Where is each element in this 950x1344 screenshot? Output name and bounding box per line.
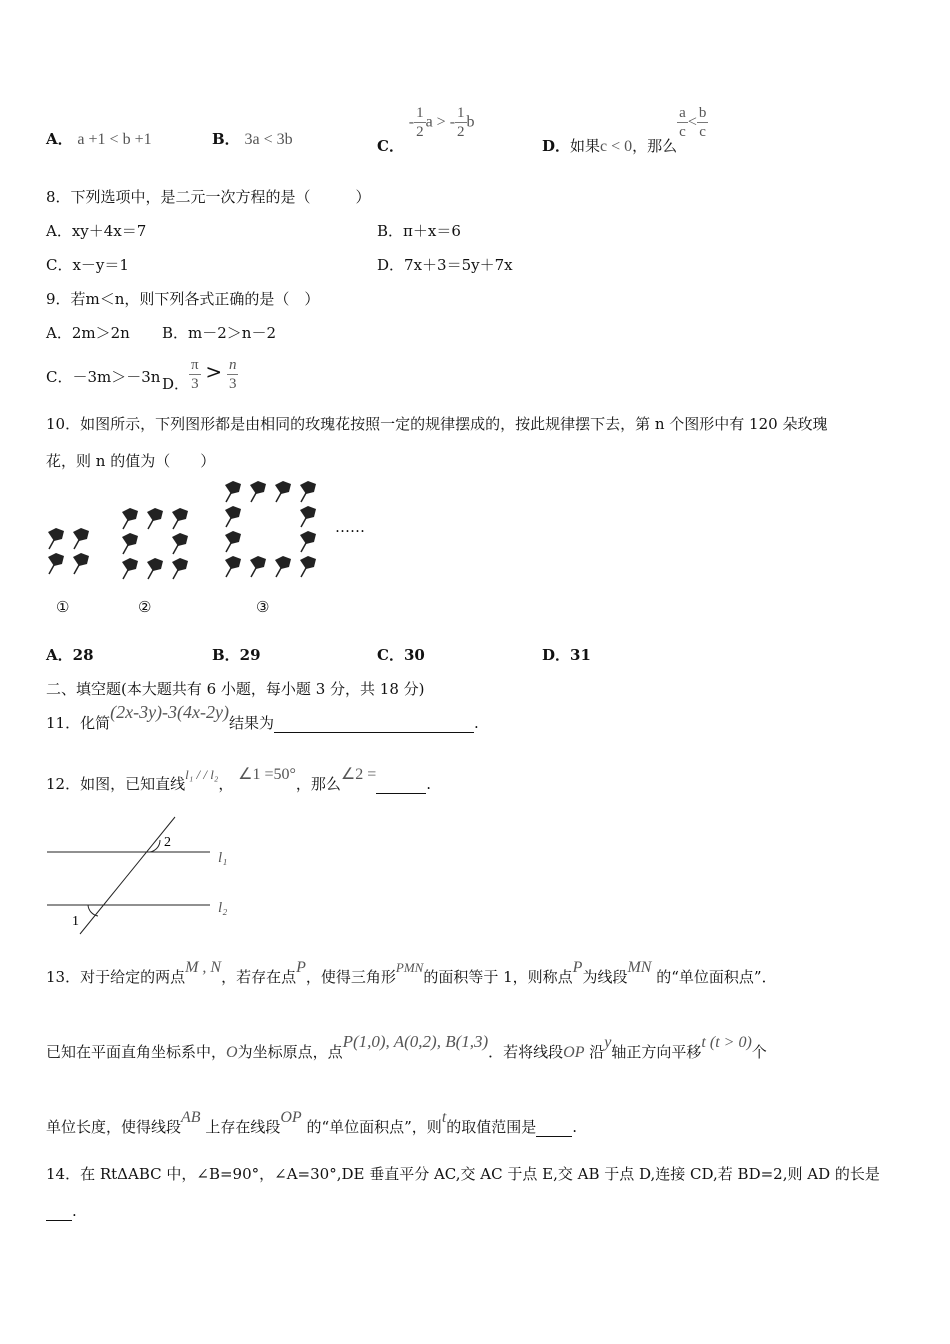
answer-blank[interactable] (274, 714, 474, 733)
rose-icon (147, 508, 163, 529)
text: 13．对于给定的两点 (46, 968, 186, 986)
rose-icon (172, 508, 188, 529)
math: P(1,0), A(0,2), B(1,3) (342, 1032, 489, 1051)
math: t (441, 1109, 447, 1126)
answer-blank[interactable] (46, 1202, 72, 1221)
math: > (205, 359, 223, 384)
rose-pattern-figure (40, 478, 380, 623)
math: O (226, 1044, 238, 1061)
q10-line1: 10．如图所示，下列图形都是由相同的玫瑰花按照一定的规律摆成的，按此规律摆下去，第 n 个图形中有 120 朵玫瑰 (46, 415, 828, 433)
math: b (466, 113, 475, 131)
text: ， (218, 775, 234, 793)
q8-stem: 8．下列选项中，是二元一次方程的是（ ） (46, 188, 371, 206)
text: 上存在线段 (205, 1118, 281, 1136)
figure-label-2: ② (138, 598, 152, 616)
text: 12．如图，已知直线 (46, 775, 186, 793)
option-label: C． (377, 136, 404, 155)
math: < (687, 113, 697, 131)
num: 1 (457, 105, 465, 121)
rose-icon (48, 528, 64, 549)
den: 3 (228, 376, 237, 392)
angle-2-label: 2 (164, 835, 171, 850)
den: c (679, 124, 686, 140)
math: l₁ / / l₂ (185, 767, 219, 782)
num: n (228, 357, 237, 373)
q13-line1 (46, 959, 777, 987)
math: ∠1 =50° (238, 766, 296, 783)
q10-option-d: D．31 (542, 646, 591, 664)
rose-icon (225, 531, 241, 552)
text: 轴正方向平移 (611, 1043, 702, 1061)
text: . (426, 775, 432, 793)
math: OP (563, 1044, 585, 1061)
option-label: D． (162, 374, 190, 393)
den: 3 (191, 376, 199, 392)
text: 个 (751, 1043, 767, 1061)
num: b (698, 105, 707, 121)
num: 1 (416, 105, 424, 121)
q12 (46, 766, 432, 794)
q14-line2 (46, 1202, 77, 1221)
fraction (189, 356, 201, 393)
text: ，那么 (632, 136, 678, 155)
q7-option-b (212, 128, 293, 149)
text: ，使得三角形 (305, 968, 396, 986)
q9-option-a: A．2m＞2n (46, 324, 130, 342)
text: ．若将线段 (488, 1043, 564, 1061)
text: . (72, 1202, 77, 1220)
text: 结果为 (229, 714, 275, 732)
math: - (408, 113, 415, 131)
rose-icon (275, 481, 291, 502)
transversal (80, 817, 175, 934)
text: . (474, 714, 479, 732)
text: 已知在平面直角坐标系中， (46, 1043, 227, 1061)
option-label: B． (212, 130, 240, 148)
rose-icon (122, 533, 138, 554)
parallel-lines-figure (40, 812, 240, 937)
q10-option-c: C．30 (377, 646, 425, 664)
answer-blank[interactable] (536, 1118, 572, 1137)
section-heading: 二、填空题(本大题共有 6 小题，每小题 3 分，共 18 分) (46, 680, 425, 698)
den: c (699, 124, 706, 140)
fraction (414, 104, 426, 141)
q9-option-d (162, 356, 238, 393)
rose-icon (122, 508, 138, 529)
rose-icon (73, 553, 89, 574)
math: MN (627, 959, 652, 976)
q8-option-d: D．7x＋3＝5y＋7x (377, 256, 513, 274)
figure-label-1: ① (56, 598, 70, 616)
rose-icon (300, 556, 316, 577)
rose-icon (300, 481, 316, 502)
text: 的取值范围是 (446, 1118, 537, 1136)
rose-icon (48, 553, 64, 574)
fraction (227, 356, 239, 393)
q14-line1: 14．在 RtΔABC 中，∠B=90°，∠A=30°,DE 垂直平分 AC,交 AC 于点 E,交 AB 于点 D,连接 CD,若 BD=2,则 AD 的长是 (46, 1165, 880, 1183)
text: 的“单位面积点”． (656, 968, 777, 986)
q9-option-c: C．－3m＞－3n (46, 368, 161, 386)
rose-icon (73, 528, 89, 549)
rose-icon (300, 531, 316, 552)
q10-line2: 花，则 n 的值为（ ） (46, 452, 216, 470)
q8-option-c: C．x－y＝1 (46, 256, 129, 274)
rose-icon (275, 556, 291, 577)
math: P (296, 959, 306, 976)
math: AB (181, 1109, 201, 1126)
math: P (572, 959, 583, 976)
math: PMN (395, 960, 424, 975)
fraction (677, 104, 688, 141)
rose-icon (300, 506, 316, 527)
text: ，那么 (295, 775, 341, 793)
rose-icon (250, 481, 266, 502)
text: 的“单位面积点”，则 (306, 1118, 442, 1136)
text: 为线段 (582, 968, 628, 986)
q7-option-a (46, 128, 152, 149)
num: a (679, 105, 686, 121)
rose-icon (147, 558, 163, 579)
text: 的面积等于 1，则称点 (423, 968, 573, 986)
rose-icon (172, 558, 188, 579)
math: ∠2 = (340, 766, 377, 783)
rose-icon (225, 506, 241, 527)
l1-label: l₁ (218, 850, 228, 866)
q9-stem: 9．若m＜n，则下列各式正确的是（ ） (46, 290, 320, 308)
figure-label-3: ③ (256, 598, 270, 616)
option-text: 3a < 3b (244, 131, 293, 148)
math: M , N (185, 959, 222, 976)
q9-option-b: B．m－2＞n－2 (162, 324, 276, 342)
text: 单位长度，使得线段 (46, 1118, 182, 1136)
rose-icon (172, 533, 188, 554)
text: . (572, 1118, 578, 1136)
text: 如果 (570, 136, 601, 155)
q13-line2 (46, 1032, 767, 1062)
q7-option-c (377, 104, 475, 155)
q13-line3 (46, 1109, 578, 1137)
rose-icon (225, 481, 241, 502)
option-label: A． (46, 130, 73, 148)
rose-icon (250, 556, 266, 577)
option-text: a +1 < b +1 (77, 131, 152, 148)
angle-1-label: 1 (72, 914, 79, 929)
math: a > - (425, 113, 456, 131)
den: 2 (416, 124, 424, 140)
fraction (697, 104, 709, 141)
text: 为坐标原点，点 (237, 1043, 343, 1061)
rose-icon (122, 558, 138, 579)
text: ，若存在点 (221, 968, 297, 986)
math: (2x-3y)-3(4x-2y) (110, 702, 230, 722)
q8-option-b: B．π＋x＝6 (377, 222, 461, 240)
math: c < 0 (600, 137, 633, 155)
q10-option-a: A．28 (46, 646, 94, 664)
q7-option-d (542, 104, 708, 155)
rose-icon (225, 556, 241, 577)
math: OP (280, 1109, 302, 1126)
q8-option-a: A．xy＋4x＝7 (46, 222, 147, 240)
l2-label: l₂ (218, 900, 228, 916)
option-label: D． (542, 136, 571, 155)
num: π (191, 357, 199, 373)
text: 沿 (589, 1043, 605, 1061)
q11 (46, 702, 479, 733)
q10-option-b: B．29 (212, 646, 261, 664)
ellipsis: …… (335, 518, 365, 536)
answer-blank[interactable] (376, 775, 426, 794)
text: 11．化简 (46, 714, 111, 732)
math: t (t > 0) (701, 1034, 752, 1051)
fraction (455, 104, 467, 141)
den: 2 (457, 124, 465, 140)
math: y (604, 1034, 612, 1051)
